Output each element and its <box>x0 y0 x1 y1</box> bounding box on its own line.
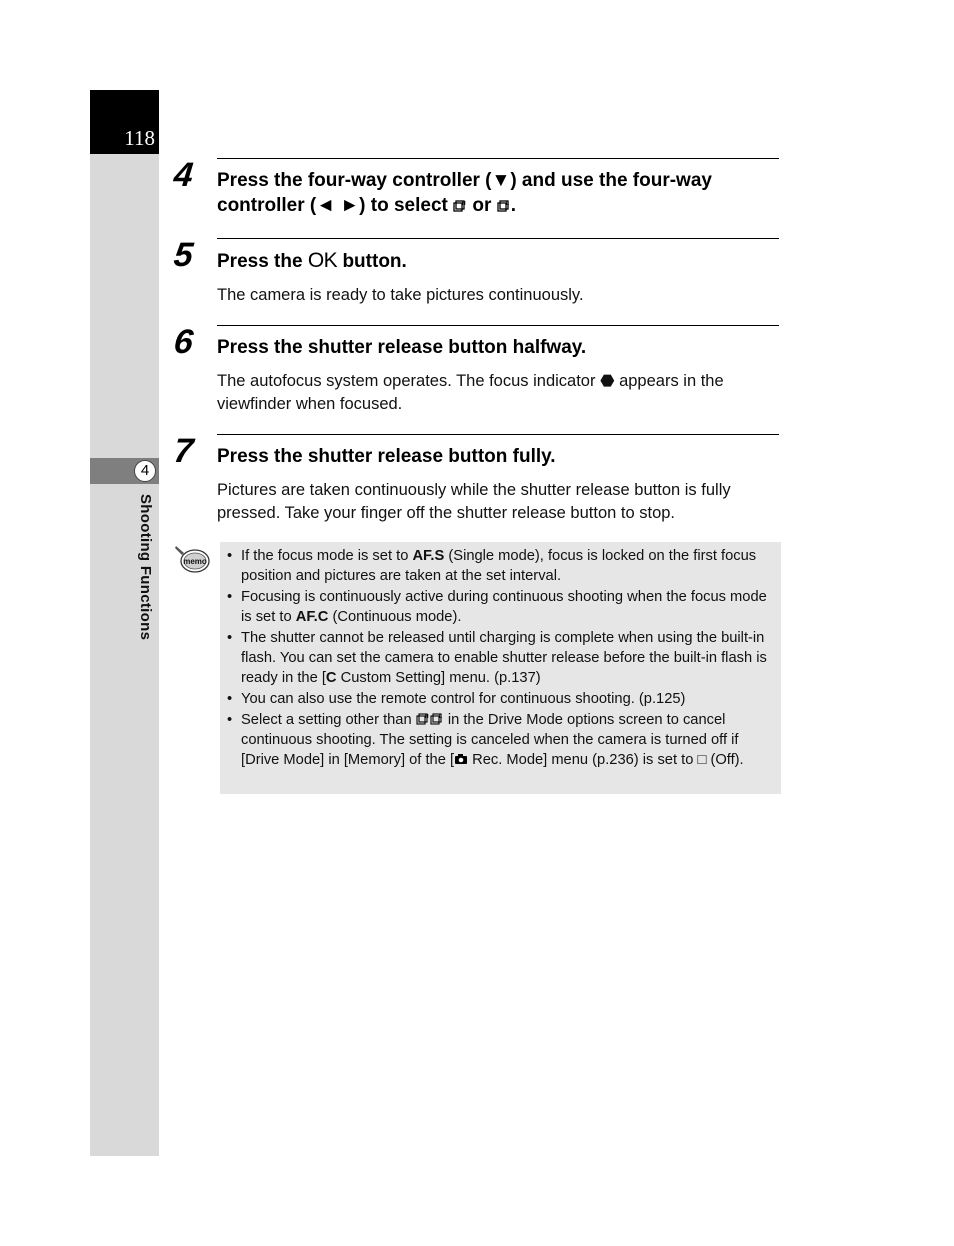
step-body-text: appears in the viewfinder when focused. <box>217 372 724 413</box>
memo-text: (Off). <box>710 752 744 768</box>
step-6 <box>172 323 779 416</box>
memo-item <box>220 710 781 770</box>
af-s-label: AF.S <box>412 548 445 564</box>
page-number-box <box>90 90 159 154</box>
continuous-hi-icon <box>453 199 467 212</box>
svg-text:H: H <box>462 201 466 207</box>
left-arrow-icon: ◄ <box>316 195 336 216</box>
memo-text: Custom Setting] menu. (p.137) <box>340 670 541 686</box>
step-title <box>217 168 779 218</box>
memo-text: Rec. Mode] menu (p.236) is set to <box>472 752 694 768</box>
step-title-text: button. <box>342 251 407 272</box>
step-title-text: Press the <box>217 251 303 272</box>
memo-box <box>220 542 781 794</box>
continuous-hi-icon <box>416 712 430 725</box>
svg-text:L: L <box>505 201 509 207</box>
svg-text:L: L <box>438 714 442 720</box>
step-number: 7 <box>172 432 195 470</box>
svg-text:H: H <box>424 714 429 720</box>
custom-setting-icon: C <box>325 670 337 686</box>
memo-text: The shutter cannot be released until charging is complete when using the built-in flash. You can set the camera to enable shutter release before the built-in flash is ready in the [ <box>241 630 767 686</box>
chapter-title: Shooting Functions <box>137 494 154 641</box>
memo-item <box>220 628 781 688</box>
step-body <box>217 370 779 416</box>
page-number: 118 <box>124 126 155 150</box>
step-title-text: ) and use the four-way controller ( <box>217 170 712 216</box>
memo-item <box>220 587 781 627</box>
step-title <box>217 248 779 274</box>
memo-text: Focusing is continuously active during continuous shooting when the focus mode is set to <box>241 589 767 625</box>
memo-text: Select a setting other than <box>241 712 412 728</box>
af-c-label: AF.C <box>295 609 329 625</box>
step-title: Press the shutter release button fully. <box>217 446 556 467</box>
memo-text: You can also use the remote control for continuous shooting. (p.125) <box>241 691 686 707</box>
memo-text: in the Drive Mode options screen to cancel continuous shooting. The setting is canceled when the camera is turned off if [Drive Mode] in [Memory] of the [ <box>241 712 739 768</box>
single-frame-icon: □ <box>697 752 707 768</box>
step-body: Pictures are taken continuously while the shutter release button is fully pressed. Take your finger off the shutter release button to stop. <box>217 481 731 522</box>
focus-indicator-icon: ⬣ <box>600 372 615 390</box>
step-body-text: The autofocus system operates. The focus indicator <box>217 372 596 390</box>
memo-text: (Continuous mode). <box>332 609 462 625</box>
chapter-number: 4 <box>134 460 156 482</box>
step-number: 4 <box>172 156 195 194</box>
camera-icon <box>454 752 468 765</box>
step-7 <box>172 432 779 525</box>
step-title-text: Press the four-way controller ( <box>217 170 492 191</box>
step-title: Press the shutter release button halfway. <box>217 337 587 358</box>
ok-button-icon: OK <box>307 249 338 272</box>
step-number: 6 <box>172 323 195 361</box>
continuous-lo-icon <box>430 712 444 725</box>
memo-item <box>220 689 781 709</box>
step-title-text: or <box>472 195 492 216</box>
memo-icon <box>174 544 210 574</box>
continuous-lo-icon <box>497 199 511 212</box>
down-arrow-icon: ▼ <box>491 170 511 191</box>
memo-icon-label: memo <box>183 557 207 566</box>
memo-text: (Single mode), focus is locked on the first focus position and pictures are taken at the set interval. <box>241 548 757 584</box>
right-arrow-icon: ► <box>340 195 360 216</box>
memo-text: If the focus mode is set to <box>241 548 409 564</box>
step-4 <box>172 156 779 218</box>
step-title-text: ) to select <box>359 195 448 216</box>
memo-list <box>220 542 781 770</box>
memo-item <box>220 546 781 586</box>
step-number: 5 <box>172 236 195 274</box>
step-body: The camera is ready to take pictures continuously. <box>217 286 584 304</box>
step-title-text: . <box>510 195 516 216</box>
step-5 <box>172 236 779 307</box>
